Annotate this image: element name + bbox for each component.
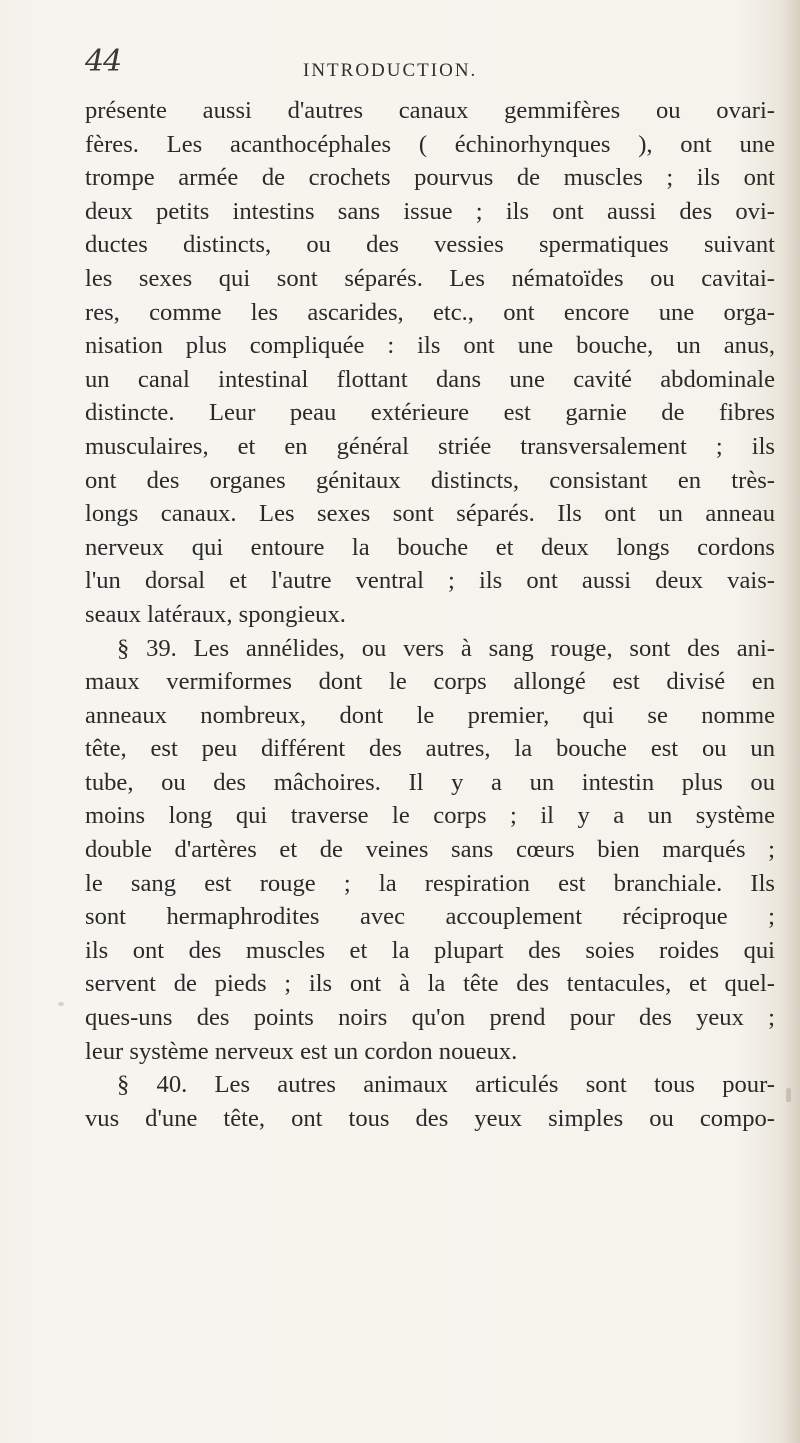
text-line: ils ont des muscles et la plupart des soies roides qui	[85, 936, 775, 964]
page-number: 44	[85, 44, 122, 79]
page-edge-shadow	[782, 0, 800, 1443]
text-line: tube, ou des mâchoires. Il y a un intestin plus ou	[85, 768, 775, 796]
text-line: distincte. Leur peau extérieure est garnie de fibres	[85, 399, 775, 427]
text-line: maux vermiformes dont le corps allongé est divisé en	[85, 668, 775, 696]
text-line: vus d'une tête, ont tous des yeux simples ou compo-	[85, 1104, 775, 1132]
text-line: fères. Les acanthocéphales ( échinorhynques ), ont une	[85, 130, 775, 158]
text-line: servent de pieds ; ils ont à la tête des tentacules, et quel-	[85, 970, 775, 998]
text-line: l'un dorsal et l'autre ventral ; ils ont aussi deux vais-	[85, 567, 775, 595]
body-text	[85, 94, 775, 1135]
text-line: les sexes qui sont séparés. Les nématoïdes ou cavitai-	[85, 264, 775, 292]
text-line: deux petits intestins sans issue ; ils ont aussi des ovi-	[85, 197, 775, 225]
paragraph-start-line: § 39. Les annélides, ou vers à sang rouge, sont des ani-	[117, 634, 775, 662]
text-line: le sang est rouge ; la respiration est branchiale. Ils	[85, 869, 775, 897]
text-line: ques-uns des points noirs qu'on prend pour des yeux ;	[85, 1004, 775, 1032]
text-line: sont hermaphrodites avec accouplement réciproque ;	[85, 903, 775, 931]
text-line: ont des organes génitaux distincts, consistant en très-	[85, 466, 775, 494]
text-line: seaux latéraux, spongieux.	[85, 600, 346, 628]
text-line: ductes distincts, ou des vessies spermatiques suivant	[85, 231, 775, 259]
text-line: longs canaux. Les sexes sont séparés. Ils ont un anneau	[85, 500, 775, 528]
text-line: tête, est peu différent des autres, la bouche est ou un	[85, 735, 775, 763]
text-line: nisation plus compliquée : ils ont une bouche, un anus,	[85, 332, 775, 360]
text-line: musculaires, et en général striée transversalement ; ils	[85, 432, 775, 460]
paper-spot	[58, 1002, 64, 1006]
paragraph-start-line: § 40. Les autres animaux articulés sont tous pour-	[117, 1071, 775, 1099]
paper-spot	[786, 1088, 791, 1102]
running-head: INTRODUCTION.	[303, 60, 478, 81]
text-line: leur système nerveux est un cordon noueux.	[85, 1037, 518, 1065]
text-line: trompe armée de crochets pourvus de muscles ; ils ont	[85, 164, 775, 192]
text-line: res, comme les ascarides, etc., ont encore une orga-	[85, 298, 775, 326]
text-line: présente aussi d'autres canaux gemmifères ou ovari-	[85, 97, 775, 124]
text-line: anneaux nombreux, dont le premier, qui se nomme	[85, 701, 775, 729]
text-line: moins long qui traverse le corps ; il y a un système	[85, 802, 775, 830]
text-line: un canal intestinal flottant dans une cavité abdominale	[85, 365, 775, 393]
text-line: nerveux qui entoure la bouche et deux longs cordons	[85, 533, 775, 561]
text-line: double d'artères et de veines sans cœurs bien marqués ;	[85, 836, 775, 864]
